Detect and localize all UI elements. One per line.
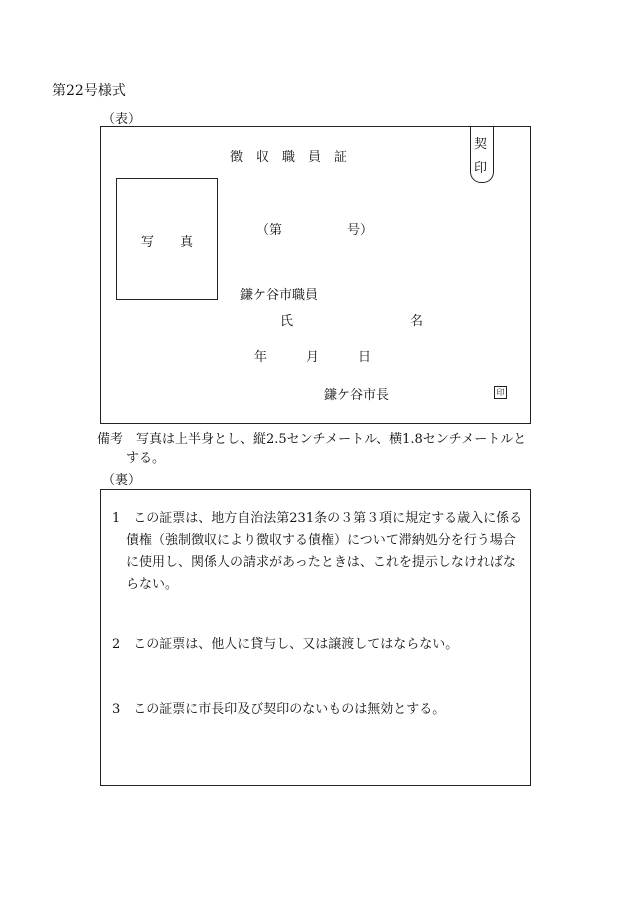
- date-line: 年 月 日: [254, 350, 372, 365]
- back-item-1-line-2: 債権（強制徴収により徴収する債権）について滞納処分を行う場合: [126, 533, 516, 548]
- mayor-seal: 印: [494, 386, 507, 399]
- remarks-line-1: 備考 写真は上半身とし、縦2.5センチメートル、横1.8センチメートルと: [97, 432, 527, 447]
- back-item-1-line-1: 1 この証票は、地方自治法第231条の３第３項に規定する歳入に係る: [112, 511, 523, 526]
- back-label: （裏）: [102, 473, 142, 488]
- photo-label: 写 真: [141, 235, 194, 250]
- form-number: 第22号様式: [52, 83, 126, 99]
- issuer: 鎌ケ谷市長: [324, 388, 390, 403]
- tally-seal-char-top: 契: [474, 137, 488, 152]
- remarks-line-2: する。: [126, 451, 166, 466]
- name-line: 氏 名: [280, 314, 424, 329]
- affiliation: 鎌ケ谷市職員: [240, 288, 319, 303]
- id-number-line: （第 号）: [256, 223, 374, 238]
- back-item-1-line-3: に使用し、関係人の請求があったときは、これを提示しなければな: [126, 555, 516, 570]
- back-item-2: 2 この証票は、他人に貸与し、又は譲渡してはならない。: [112, 637, 459, 652]
- card-title: 徴 収 職 員 証: [230, 150, 348, 165]
- front-label: （表）: [102, 112, 142, 127]
- tally-seal-char-bottom: 印: [474, 161, 488, 176]
- back-item-3: 3 この証票に市長印及び契印のないものは無効とする。: [112, 702, 446, 717]
- back-item-1-line-4: らない。: [126, 577, 179, 592]
